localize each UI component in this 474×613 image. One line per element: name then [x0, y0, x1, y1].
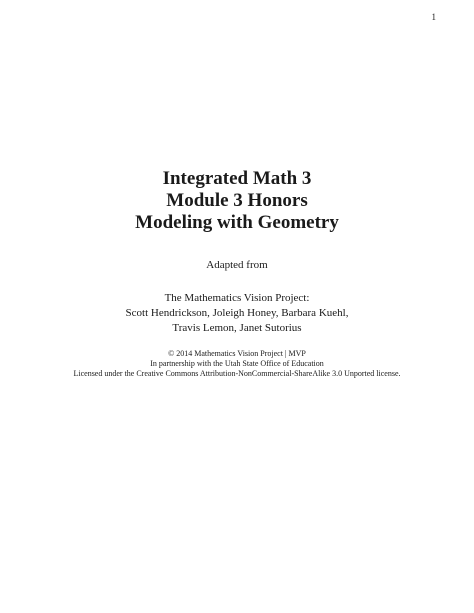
authors-line-2: Travis Lemon, Janet Sutorius [172, 322, 302, 334]
copyright-notice: © 2014 Mathematics Vision Project | MVP [168, 349, 306, 358]
authors-line-1: Scott Hendrickson, Joleigh Honey, Barbara Kuehl, [125, 307, 349, 319]
document-title [0, 168, 474, 234]
partnership-notice: In partnership with the Utah State Office of Education [150, 359, 324, 368]
page-number: 1 [431, 12, 436, 22]
title-module: Module 3 Honors [166, 190, 308, 211]
license-block [0, 349, 474, 379]
license-notice: Licensed under the Creative Commons Attribution-NonCommercial-ShareAlike 3.0 Unported license. [73, 369, 401, 378]
adapted-from-label: Adapted from [206, 259, 268, 271]
credits-block [0, 291, 474, 336]
title-course: Integrated Math 3 [162, 168, 312, 189]
title-topic: Modeling with Geometry [135, 212, 339, 233]
project-name: The Mathematics Vision Project: [164, 292, 310, 304]
